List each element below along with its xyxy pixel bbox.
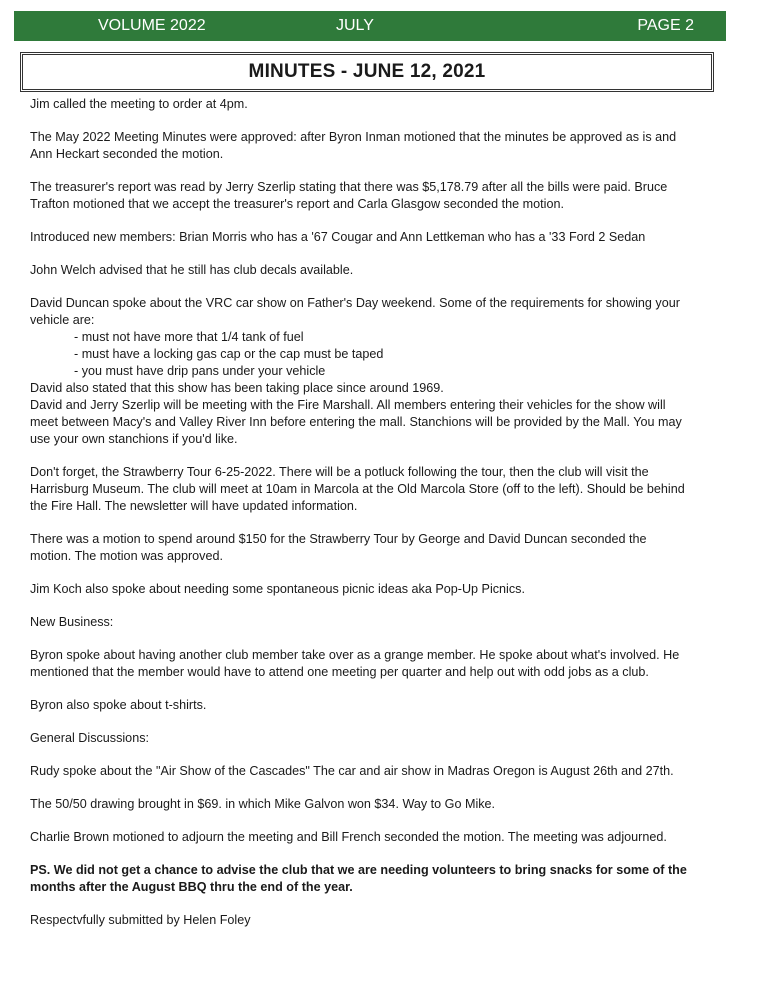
page-label: PAGE 2 xyxy=(637,17,694,34)
paragraph: Don't forget, the Strawberry Tour 6-25-2022. There will be a potluck following the tour, then the club will visit the xyxy=(30,465,649,479)
list-item: - must not have more that 1/4 tank of fuel xyxy=(74,330,304,344)
paragraph: The treasurer's report was read by Jerry Szerlip stating that there was $5,178.79 after all the bills were paid. Bruce xyxy=(30,180,668,194)
paragraph: motion. The motion was approved. xyxy=(30,549,223,563)
ps-note: months after the August BBQ thru the end of the year. xyxy=(30,880,353,894)
paragraph: David also stated that this show has been taking place since around 1969. xyxy=(30,381,444,395)
paragraph: The May 2022 Meeting Minutes were approved: after Byron Inman motioned that the minutes be approved as is and xyxy=(30,130,677,144)
paragraph: Jim Koch also spoke about needing some spontaneous picnic ideas aka Pop-Up Picnics. xyxy=(30,582,525,596)
paragraph: the Fire Hall. The newsletter will have updated information. xyxy=(30,499,358,513)
paragraph: Introduced new members: Brian Morris who has a '67 Cougar and Ann Lettkeman who has a '33 Ford 2 Sedan xyxy=(30,230,646,244)
paragraph: Charlie Brown motioned to adjourn the meeting and Bill French seconded the motion. The meeting was adjourned. xyxy=(30,830,667,844)
paragraph: Harrisburg Museum. The club will meet at 10am in Marcola at the Old Marcola Store (off to the left). Should be behind xyxy=(30,482,685,496)
paragraph: Trafton motioned that we accept the treasurer's report and Carla Glasgow seconded the motion. xyxy=(30,197,564,211)
ps-note: PS. We did not get a chance to advise the club that we are needing volunteers to bring snacks for some of the xyxy=(30,863,687,877)
volume-label: VOLUME 2022 xyxy=(98,17,206,34)
page-title: MINUTES - JUNE 12, 2021 xyxy=(248,61,486,82)
paragraph: Rudy spoke about the "Air Show of the Cascades" The car and air show in Madras Oregon is August 26th and 27th. xyxy=(30,764,674,778)
paragraph: meet between Macy's and Valley River Inn before entering the mall. Stanchions will be provided by the Mall. You may xyxy=(30,415,682,429)
section-heading: New Business: xyxy=(30,615,114,629)
paragraph: Ann Heckart seconded the motion. xyxy=(30,147,224,161)
list-item: - you must have drip pans under your vehicle xyxy=(74,364,326,378)
paragraph: John Welch advised that he still has club decals available. xyxy=(30,263,354,277)
paragraph: David Duncan spoke about the VRC car show on Father's Day weekend. Some of the requirements for showing your xyxy=(30,296,680,310)
month-label: JULY xyxy=(336,17,374,34)
requirements-list xyxy=(30,329,730,380)
title-box xyxy=(20,52,714,92)
paragraph: mentioned that the member would have to attend one meeting per quarter and help out with odd jobs as a club. xyxy=(30,665,649,679)
paragraph: Jim called the meeting to order at 4pm. xyxy=(30,97,248,111)
list-item: - must have a locking gas cap or the cap must be taped xyxy=(74,347,384,361)
paragraph: The 50/50 drawing brought in $69. in which Mike Galvon won $34. Way to Go Mike. xyxy=(30,797,496,811)
paragraph: Byron spoke about having another club member take over as a grange member. He spoke about what's involved. He xyxy=(30,648,680,662)
header-bar xyxy=(14,11,726,41)
minutes-body xyxy=(30,96,730,929)
paragraph: Byron also spoke about t-shirts. xyxy=(30,698,207,712)
paragraph: David and Jerry Szerlip will be meeting with the Fire Marshall. All members entering their vehicles for the show will xyxy=(30,398,666,412)
paragraph: vehicle are: xyxy=(30,313,95,327)
paragraph: use your own stanchions if you'd like. xyxy=(30,432,238,446)
section-heading: General Discussions: xyxy=(30,731,149,745)
signature-line: Respectvfully submitted by Helen Foley xyxy=(30,913,251,927)
paragraph: There was a motion to spend around $150 for the Strawberry Tour by George and David Duncan seconded the xyxy=(30,532,647,546)
